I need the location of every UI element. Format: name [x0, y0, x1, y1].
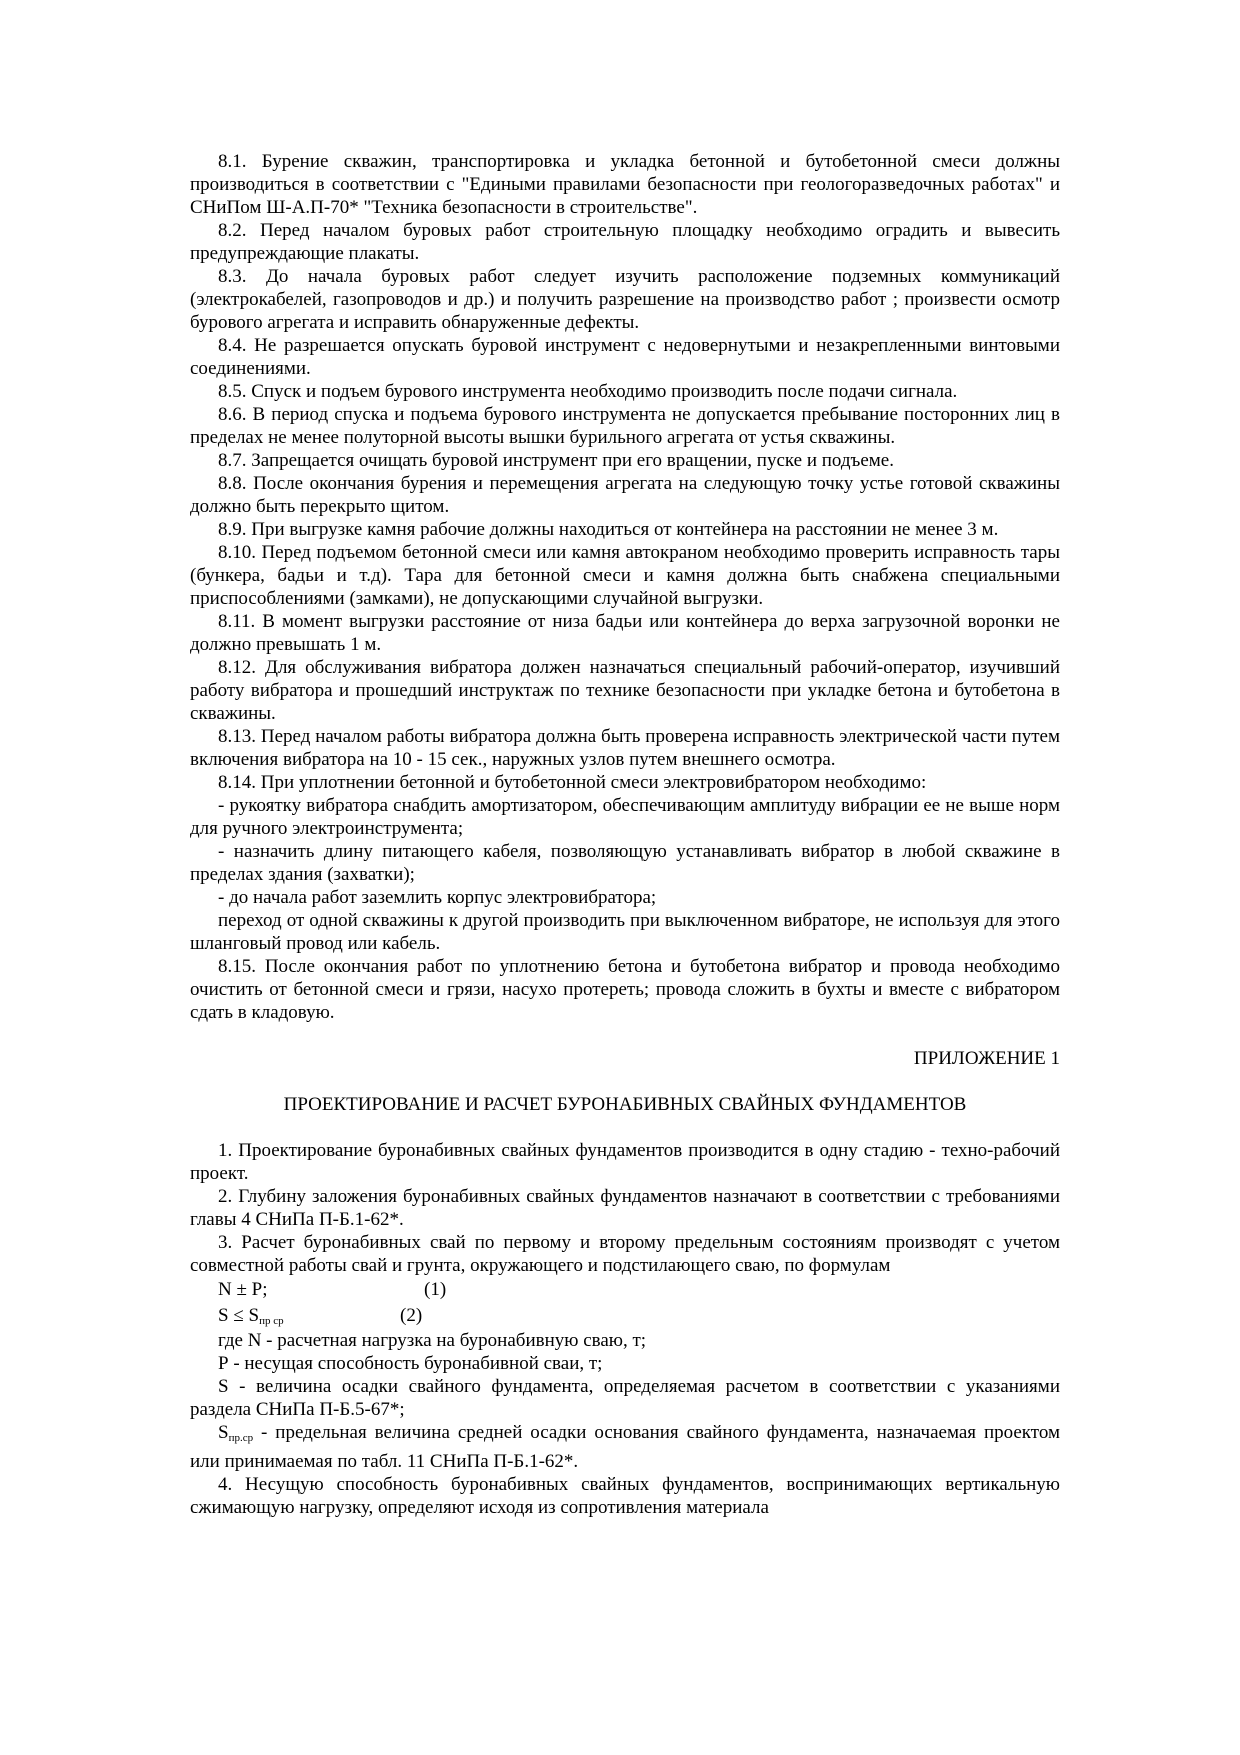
list-item-8-14-b: - назначить длину питающего кабеля, позволяющую устанавливать вибратор в любой скважине в пределах здания (захватки); [190, 841, 1060, 885]
formula-1-number: (1) [424, 1279, 447, 1300]
formula-1-expression: N ± P; [218, 1279, 268, 1300]
appendix-paragraph-2: 2. Глубину заложения буронабивных свайных фундаментов назначают в соответствии с требованиями главы 4 СНиПа П-Б.1-62*. [190, 1186, 1060, 1230]
paragraph-8-13: 8.13. Перед началом работы вибратора должна быть проверена исправность электрической части путем включения вибратора на 10 - 15 сек., наружных узлов путем внешнего осмотра. [190, 726, 1060, 770]
definition-s-limit-subscript: пр.ср [228, 1432, 254, 1444]
appendix-paragraph-1: 1. Проектирование буронабивных свайных фундаментов производится в одну стадию - техно-рабочий проект. [190, 1140, 1060, 1184]
paragraph-8-10: 8.10. Перед подъемом бетонной смеси или камня автокраном необходимо проверить исправность тары (бункера, бадьи и т.д). Тара для бетонной смеси и камня должна быть снабжена специальными приспособлениями (замками), не допускающими случайной выгрузки. [190, 542, 1060, 609]
list-item-8-14-d: переход от одной скважины к другой производить при выключенном вибраторе, не используя для этого шланговый провод или кабель. [190, 910, 1060, 954]
paragraph-8-2: 8.2. Перед началом буровых работ строительную площадку необходимо оградить и вывесить предупреждающие плакаты. [190, 220, 1060, 264]
list-item-8-14-c: - до начала работ заземлить корпус электровибратора; [218, 887, 657, 908]
paragraph-8-12: 8.12. Для обслуживания вибратора должен назначаться специальный рабочий-оператор, изучивший работу вибратора и прошедший инструктаж по технике безопасности при укладке бетона и бутобетона в скважины. [190, 657, 1060, 724]
definition-s-limit-text: - предельная величина средней осадки основания свайного фундамента, назначаемая проектом или принимаемая по табл. 11 СНиПа П-Б.1-62*. [190, 1422, 1060, 1472]
list-item-8-14-a: - рукоятку вибратора снабдить амортизатором, обеспечивающим амплитуду вибрации ее не выше норм для ручного электроинструмента; [190, 795, 1060, 839]
definition-s-limit-symbol: S [218, 1422, 229, 1443]
spacer [190, 1024, 1060, 1047]
paragraph-8-15: 8.15. После окончания работ по уплотнению бетона и бутобетона вибратор и провода необходимо очистить от бетонной смеси и грязи, насухо протереть; провода сложить в бухты и вместе с вибратором сдать в кладовую. [190, 956, 1060, 1023]
spacer [190, 1070, 1060, 1093]
paragraph-8-11: 8.11. В момент выгрузки расстояние от низа бадьи или контейнера до верха загрузочной воронки не должно превышать 1 м. [190, 611, 1060, 655]
formula-2-subscript: пр ср [259, 1315, 284, 1327]
formula-1 [190, 1277, 1060, 1303]
paragraph-8-4: 8.4. Не разрешается опускать буровой инструмент с недовернутыми и незакрепленными винтовыми соединениями. [190, 335, 1060, 379]
document-page [190, 150, 1060, 1519]
appendix-paragraph-3: 3. Расчет буронабивных свай по первому и второму предельным состояниям производят с учетом совместной работы свай и грунта, окружающего и подстилающего сваю, по формулам [190, 1232, 1060, 1276]
paragraph-8-3: 8.3. До начала буровых работ следует изучить расположение подземных коммуникаций (электрокабелей, газопроводов и др.) и получить разрешение на производство работ ; произвести осмотр бурового агрегата и исправить обнаруженные дефекты. [190, 266, 1060, 333]
definition-s: S - величина осадки свайного фундамента, определяемая расчетом в соответствии с указаниями раздела СНиПа П-Б.5-67*; [190, 1376, 1060, 1420]
paragraph-8-7: 8.7. Запрещается очищать буровой инструмент при его вращении, пуске и подъеме. [218, 450, 894, 471]
paragraph-8-8: 8.8. После окончания бурения и перемещения агрегата на следующую точку устье готовой скважины должно быть перекрыто щитом. [190, 473, 1060, 517]
paragraph-8-6: 8.6. В период спуска и подъема бурового инструмента не допускается пребывание посторонних лиц в пределах не менее полуторной высоты вышки бурильного агрегата от устья скважины. [190, 404, 1060, 448]
formula-2-main: S ≤ S [218, 1305, 260, 1326]
appendix-title: ПРОЕКТИРОВАНИЕ И РАСЧЕТ БУРОНАБИВНЫХ СВАЙНЫХ ФУНДАМЕНТОВ [283, 1094, 967, 1115]
appendix-paragraph-4: 4. Несущую способность буронабивных свайных фундаментов, воспринимающих вертикальную сжимающую нагрузку, определяют исходя из сопротивления материала [190, 1474, 1060, 1518]
appendix-label: ПРИЛОЖЕНИЕ 1 [913, 1048, 1060, 1069]
definition-s-limit [190, 1421, 1060, 1473]
paragraph-8-9: 8.9. При выгрузке камня рабочие должны находиться от контейнера на расстоянии не менее 3 м. [218, 519, 999, 540]
spacer [190, 1116, 1060, 1139]
definition-n: где N - расчетная нагрузка на буронабивную сваю, т; [218, 1330, 647, 1351]
paragraph-8-5: 8.5. Спуск и подъем бурового инструмента необходимо производить после подачи сигнала. [218, 381, 958, 402]
formula-2-number: (2) [400, 1305, 423, 1326]
formula-2 [190, 1303, 1060, 1329]
paragraph-8-14: 8.14. При уплотнении бетонной и бутобетонной смеси электровибратором необходимо: [218, 772, 927, 793]
definition-p: Р - несущая способность буронабивной сваи, т; [218, 1353, 603, 1374]
paragraph-8-1: 8.1. Бурение скважин, транспортировка и укладка бетонной и бутобетонной смеси должны производиться в соответствии с "Едиными правилами безопасности при геологоразведочных работах" и СНиПом Ш-А.П-70* "Техника безопасности в строительстве". [190, 151, 1060, 218]
